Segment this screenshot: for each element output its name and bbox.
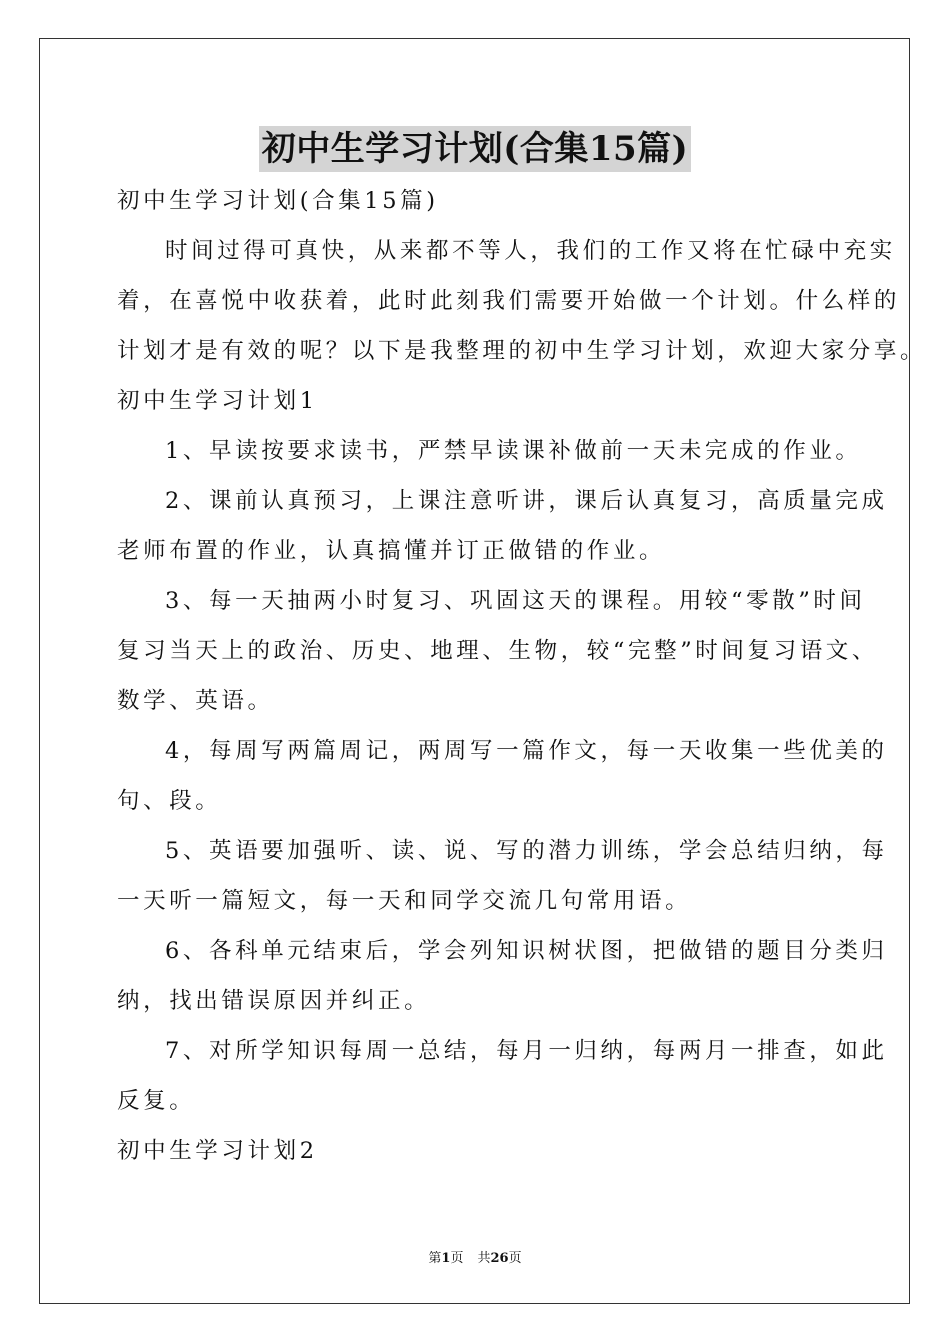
text-line: 时间过得可真快，从来都不等人，我们的工作又将在忙碌中充实 (165, 238, 896, 264)
text-line: 句、段。 (117, 788, 222, 814)
text-line: 1、早读按要求读书，严禁早读课补做前一天未完成的作业。 (165, 438, 862, 464)
text-line: 4，每周写两篇周记，两周写一篇作文，每一天收集一些优美的 (165, 738, 888, 764)
footer-page-prefix: 第 (428, 1251, 442, 1266)
document-title: 初中生学习计划(合集15篇) (259, 126, 692, 172)
footer-total-prefix: 共 (477, 1251, 491, 1266)
footer-page-suffix: 页 (450, 1251, 464, 1266)
title-area (0, 126, 950, 172)
text-line: 6、各科单元结束后，学会列知识树状图，把做错的题目分类归 (165, 938, 888, 964)
text-line: 老师布置的作业，认真搞懂并订正做错的作业。 (117, 538, 666, 564)
text-line: 3、每一天抽两小时复习、巩固这天的课程。用较“零散”时间 (165, 588, 866, 614)
text-line: 初中生学习计划2 (117, 1138, 318, 1164)
text-line: 数学、英语。 (117, 688, 274, 714)
page-footer (0, 1247, 950, 1266)
text-line: 反复。 (117, 1088, 196, 1114)
footer-page-number: 1 (441, 1251, 451, 1266)
footer-total-pages: 26 (490, 1251, 509, 1266)
text-line: 初中生学习计划(合集15篇) (117, 188, 439, 214)
text-line: 着，在喜悦中收获着，此时此刻我们需要开始做一个计划。什么样的 (117, 288, 901, 314)
text-line: 复习当天上的政治、历史、地理、生物，较“完整”时间复习语文、 (117, 638, 879, 664)
text-line: 纳，找出错误原因并纠正。 (117, 988, 431, 1014)
text-line: 计划才是有效的呢？以下是我整理的初中生学习计划，欢迎大家分享。 (117, 338, 927, 364)
document-body (117, 176, 927, 1176)
text-line: 一天听一篇短文，每一天和同学交流几句常用语。 (117, 888, 692, 914)
text-line: 初中生学习计划1 (117, 388, 318, 414)
footer-total-suffix: 页 (508, 1251, 522, 1266)
text-line: 5、英语要加强听、读、说、写的潜力训练，学会总结归纳，每 (165, 838, 888, 864)
text-line: 7、对所学知识每周一总结，每月一归纳，每两月一排查，如此 (165, 1038, 888, 1064)
text-line: 2、课前认真预习，上课注意听讲，课后认真复习，高质量完成 (165, 488, 888, 514)
